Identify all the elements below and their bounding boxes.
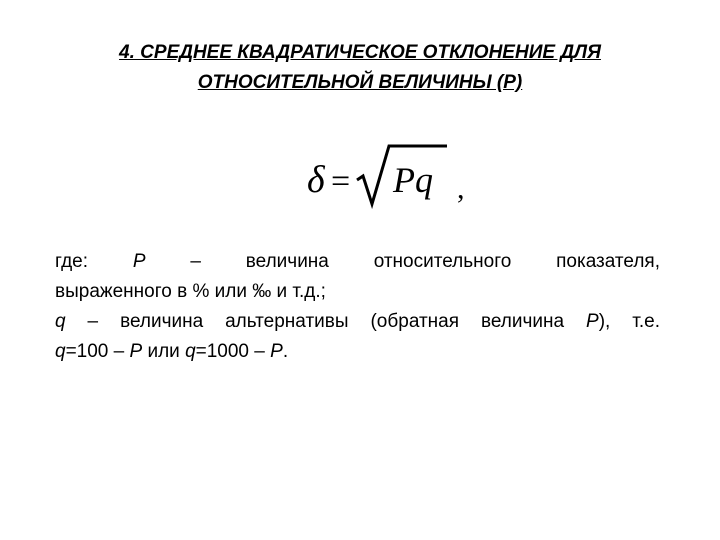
symbol-p: Р (129, 341, 143, 362)
definition-q-line (55, 307, 660, 337)
formula-delta: δ (307, 159, 325, 201)
formula-svg (305, 140, 485, 210)
formula (305, 140, 485, 210)
text-segment: – величина относительного показателя, (145, 251, 660, 272)
title-line-2: ОТНОСИТЕЛЬНОЙ ВЕЛИЧИНЫ (Р) (197, 72, 523, 93)
text-segment: ), т.е. (598, 311, 661, 332)
text-segment: =100 – (65, 341, 130, 362)
symbol-q: q (185, 341, 196, 362)
formula-radicand: Pq (393, 160, 433, 200)
symbol-p: Р (132, 251, 146, 272)
definition-p-line-1 (55, 247, 660, 277)
text-segment: . (282, 341, 289, 362)
formula-comma: , (457, 172, 465, 205)
symbol-q: q (55, 311, 66, 332)
text-segment: где: (55, 251, 133, 272)
symbol-p: Р (270, 341, 283, 362)
definition-p-line-2: выраженного в % или ‰ и т.д.; (55, 281, 326, 302)
page-title (60, 38, 660, 98)
text-segment: =1000 – (195, 341, 271, 362)
text-segment: или (142, 341, 186, 362)
definition-q-equations (55, 337, 660, 367)
symbol-q: q (55, 341, 66, 362)
title-line-1: 4. СРЕДНЕЕ КВАДРАТИЧЕСКОЕ ОТКЛОНЕНИЕ ДЛЯ (119, 42, 601, 63)
formula-equals: = (331, 163, 351, 200)
definitions (55, 247, 660, 367)
symbol-p: Р (586, 311, 599, 332)
text-segment: – величина альтернативы (обратная величина (65, 311, 587, 332)
